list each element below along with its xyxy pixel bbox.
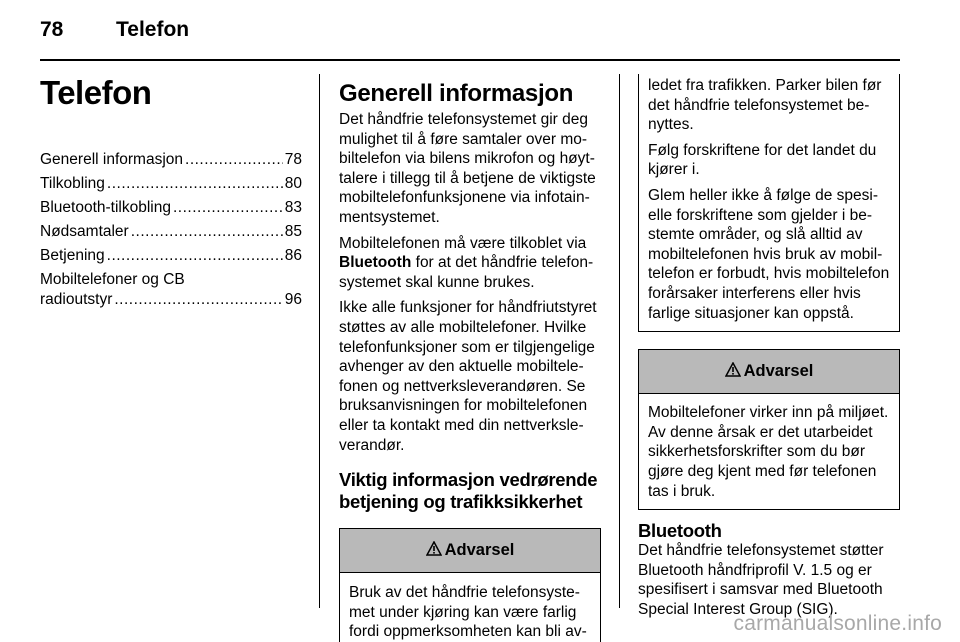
warning-text: Følg forskriftene for det landet du kjører i. xyxy=(648,141,877,179)
toc-page: 85 xyxy=(284,223,302,240)
toc-label: Nødsamtaler xyxy=(40,223,129,240)
toc-leader xyxy=(173,198,283,218)
toc-page: 78 xyxy=(284,151,302,168)
toc-label: Betjening xyxy=(40,247,105,264)
warning-title: Advarsel xyxy=(743,362,814,381)
paragraph: Mobiltelefonen må være tilkoblet via Bluetooth for at det håndfrie telefonsystemet skal kunne brukes. xyxy=(339,234,594,291)
toc-leader xyxy=(114,290,282,310)
warning-text: ledet fra trafikken. Parker bilen før det håndfrie telefonsystemet benyttes. xyxy=(648,77,882,134)
table-of-contents xyxy=(40,150,302,310)
subsection-heading: Bluetooth xyxy=(638,520,722,542)
warning-box xyxy=(638,349,900,510)
running-header-title: Telefon xyxy=(116,18,190,41)
section-heading: Generell informasjon xyxy=(339,80,574,107)
toc-page: 83 xyxy=(284,199,302,216)
warning-header xyxy=(340,529,600,573)
toc-label-line1: Mobiltelefoner og CB xyxy=(40,271,185,288)
warning-triangle-icon xyxy=(725,362,741,381)
toc-label: Bluetooth-tilkobling xyxy=(40,199,171,216)
toc-item[interactable] xyxy=(40,174,302,194)
toc-leader xyxy=(131,222,283,242)
toc-leader xyxy=(107,174,283,194)
warning-triangle-icon xyxy=(426,541,442,560)
warning-text: Bruk av det håndfrie telefonsystemet under kjøring kan være farlig fordi oppmerksomheten kan bli av- xyxy=(349,584,587,641)
page-number: 78 xyxy=(40,18,64,41)
toc-leader xyxy=(107,246,283,266)
warning-header xyxy=(639,350,899,394)
warning-body xyxy=(340,573,600,642)
warning-text: Mobiltelefoner virker inn på miljøet. Av denne årsak er det utarbeidet sikkerhetsforskrifter som du bør gjøre deg kjent med før telefonen tas i bruk. xyxy=(648,404,889,500)
toc-label-line2: radioutstyr xyxy=(40,291,113,308)
toc-page: 80 xyxy=(284,175,302,192)
toc-leader xyxy=(185,150,283,170)
column-divider-right xyxy=(619,74,620,608)
warning-text: Glem heller ikke å følge de spesielle forskriftene som gjelder i bestemte områder, og slå alltid av mobiltelefonen hvis bruk av mobiltelefon er forbudt, hvis mobiltelefon forårsaker interferens eller hvis farlige situasjoner kan oppstå. xyxy=(648,186,890,322)
paragraph: Ikke alle funksjoner for håndfriutstyret støttes av alle mobiltelefoner. Hvilke telefonfunksjoner som er tilgjengelige avhenger av den aktuelle mobiltelefonen og nettverksleverandøren. Se bruksanvisningen for mobiltelefonen eller ta kontakt med din nettverksleverandør. xyxy=(339,299,597,454)
chapter-title: Telefon xyxy=(40,74,152,111)
toc-item[interactable] xyxy=(40,198,302,218)
bluetooth-keyword: Bluetooth xyxy=(339,254,412,272)
toc-page: 86 xyxy=(284,247,302,264)
column-right xyxy=(638,77,900,625)
subsection-heading: Viktig informasjon vedrørende betjening og trafikksikkerhet xyxy=(339,469,598,513)
paragraph: Det håndfrie telefonsystemet gir deg mulighet til å føre samtaler over mobiltelefon via bilens mikrofon og høyttalere i tillegg til å betjene de viktigste mobiltelefonfunksjonene via infotainmentsystemet. xyxy=(339,111,596,226)
warning-body xyxy=(639,74,899,331)
toc-label: Generell informasjon xyxy=(40,151,184,168)
warning-title: Advarsel xyxy=(444,541,515,560)
toc-item[interactable] xyxy=(40,246,302,266)
header-rule xyxy=(40,59,900,61)
column-middle xyxy=(339,80,601,642)
column-divider-left xyxy=(319,74,320,608)
warning-body xyxy=(639,394,899,509)
watermark: carmanualsonline.info xyxy=(733,612,942,635)
toc-label: Tilkobling xyxy=(40,175,105,192)
warning-box xyxy=(339,528,601,642)
toc-page: 96 xyxy=(284,291,302,308)
toc-item[interactable] xyxy=(40,150,302,170)
toc-item[interactable] xyxy=(40,270,302,310)
paragraph: Det håndfrie telefonsystemet støtter Bluetooth håndfriprofil V. 1.5 og er spesifisert i samsvar med Bluetooth Special Interest Group (SIG). xyxy=(638,542,884,618)
toc-item[interactable] xyxy=(40,222,302,242)
warning-box-continued xyxy=(638,74,900,332)
